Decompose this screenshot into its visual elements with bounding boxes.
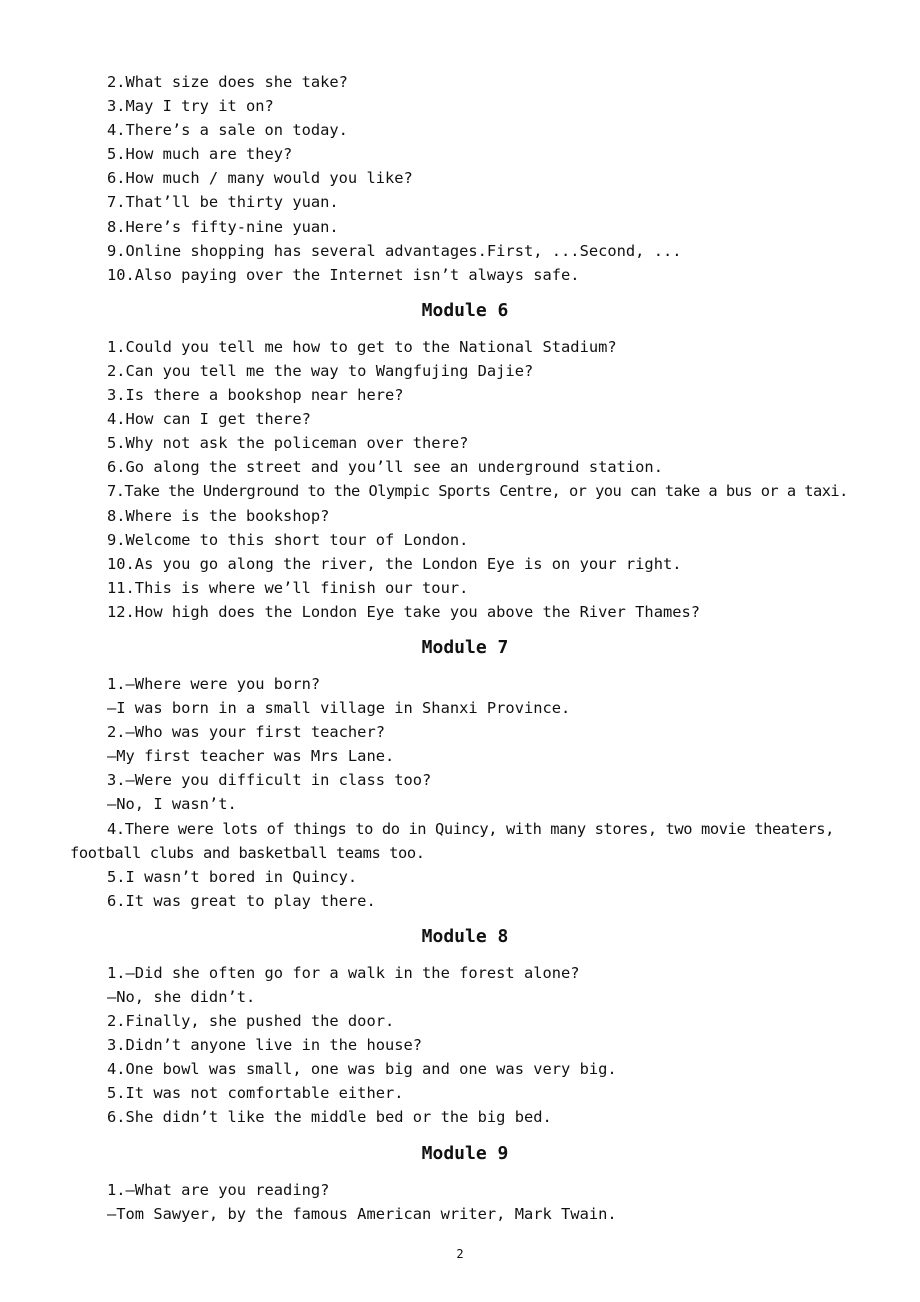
module6-list	[70, 335, 860, 624]
list-item: 3.May I try it on?	[107, 97, 274, 116]
list-item: 1.—Did she often go for a walk in the forest alone?	[107, 963, 580, 982]
list-item: —Tom Sawyer, by the famous American writer, Mark Twain.	[107, 1204, 617, 1223]
list-item: 2.Can you tell me the way to Wangfujing Dajie?	[107, 361, 534, 380]
list-item: 11.This is where we’ll finish our tour.	[107, 578, 469, 597]
list-item: 6.How much / many would you like?	[107, 169, 413, 188]
module6-heading: Module 6	[421, 299, 509, 321]
list-item: 6.She didn’t like the middle bed or the big bed.	[107, 1108, 552, 1127]
module8-list	[70, 961, 860, 1130]
list-item: 5.Why not ask the policeman over there?	[107, 434, 469, 453]
list-item: 6.Go along the street and you’ll see an underground station.	[107, 458, 663, 477]
list-item: 4.How can I get there?	[107, 410, 311, 429]
list-item: 5.How much are they?	[107, 145, 293, 164]
list-item: 12.How high does the London Eye take you above the River Thames?	[107, 602, 701, 621]
list-item: 1.—What are you reading?	[107, 1180, 330, 1199]
list-item: 3.Is there a bookshop near here?	[107, 386, 404, 405]
page-number: 2	[456, 1247, 464, 1261]
list-item: —I was born in a small village in Shanxi Province.	[107, 699, 571, 718]
list-item: 4.There’s a sale on today.	[107, 121, 348, 140]
list-item: 10.As you go along the river, the London Eye is on your right.	[107, 554, 682, 573]
list-item: 6.It was great to play there.	[107, 891, 376, 910]
list-item: 3.—Were you difficult in class too?	[107, 771, 432, 790]
list-item: —No, she didn’t.	[107, 988, 256, 1006]
list-item: —No, I wasn’t.	[107, 795, 237, 814]
list-item: 5.It was not comfortable either.	[107, 1084, 404, 1103]
module7-list	[70, 672, 860, 913]
list-item: 9.Welcome to this short tour of London.	[107, 530, 469, 549]
list-item: 2.Finally, she pushed the door.	[107, 1012, 395, 1031]
list-item: 2.—Who was your first teacher?	[107, 723, 385, 742]
module9-list	[70, 1178, 860, 1226]
module5-list	[70, 70, 860, 287]
list-item: 3.Didn’t anyone live in the house?	[107, 1036, 423, 1055]
module9-heading: Module 9	[421, 1142, 509, 1164]
list-item: 7.That’ll be thirty yuan.	[107, 193, 339, 212]
module8-heading: Module 8	[421, 925, 509, 947]
page-content	[70, 70, 860, 1226]
list-item: 7.Take the Underground to the Olympic Sports Centre, or you can take a bus or a taxi.	[107, 482, 848, 501]
list-item: 1.Could you tell me how to get to the National Stadium?	[107, 337, 617, 356]
module7-heading: Module 7	[421, 636, 509, 658]
list-item: 2.What size does she take?	[107, 73, 348, 91]
list-item: 4.One bowl was small, one was big and one was very big.	[107, 1060, 617, 1079]
list-item: 10.Also paying over the Internet isn’t always safe.	[107, 265, 580, 284]
list-item: 5.I wasn’t bored in Quincy.	[107, 867, 358, 886]
list-item: —My first teacher was Mrs Lane.	[107, 747, 395, 766]
list-item: 4.There were lots of things to do in Quincy, with many stores, two movie theaters, football clubs and basketball teams too.	[70, 819, 835, 862]
list-item: 9.Online shopping has several advantages.First, ...Second, ...	[107, 241, 682, 260]
list-item: 8.Where is the bookshop?	[107, 506, 330, 525]
list-item: 1.—Where were you born?	[107, 674, 321, 693]
list-item: 8.Here’s fifty-nine yuan.	[107, 217, 339, 236]
